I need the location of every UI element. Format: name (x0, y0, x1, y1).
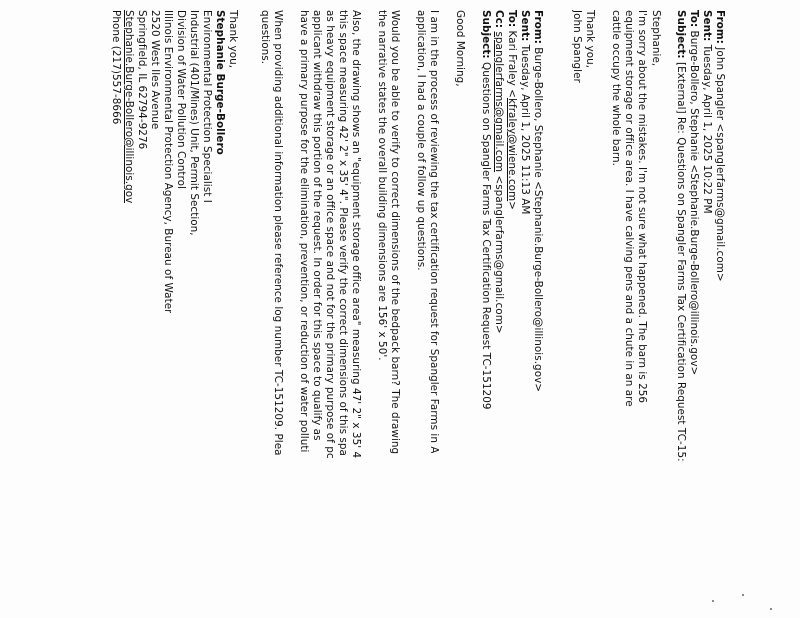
scan-speck (712, 600, 714, 602)
email2-signature-line: Industrial (401/Mines) Unit, Permit Section, (188, 10, 200, 236)
email2-greeting: Good Morning, (454, 10, 466, 87)
email1-from: From: John Spangler <spanglerfarms@gmail.com> (714, 10, 726, 282)
email1-body-line: cattle occupy the whole barn. (610, 10, 622, 166)
email2-signature-line: Illinois Environmental Protection Agency, Bureau of Water (162, 10, 174, 314)
email2-signature-phone: Phone (217)557-8666 (110, 10, 122, 125)
email2-para4-line: When providing additional information please reference log number TC-151209. Plea (272, 10, 284, 456)
email1-signature: John Spangler (571, 10, 583, 83)
email1-body-line: equipment storage or office area. I have calving pens and a chute in an are (623, 10, 635, 407)
email2-from: From: Burge-Bollero, Stephanie <Stephanie.Burge-Bollero@illinois.gov> (532, 10, 544, 393)
email2-signature-line: 2520 West Iles Avenue (149, 10, 161, 130)
email2-to: To: Kari Fraley <kfraley@wiene.com> (506, 10, 518, 210)
email1-closing: Thank you, (584, 10, 596, 69)
email1-greeting: Stephanie, (650, 10, 662, 67)
email2-para3-line: as heavy equipment storage or an office space and not for the primary purpose of pc (324, 10, 336, 459)
email2-sent: Sent: Tuesday, April 1, 2025 11:13 AM (519, 10, 531, 215)
email2-para2-line: the narrative states the overall building dimensions are 156' x 50'. (376, 10, 388, 361)
email1-to: To: Burge-Bollero, Stephanie <Stephanie.Burge-Bollero@illinois.gov> (688, 10, 700, 376)
email2-signature-name: Stephanie Burge-Bollero (214, 10, 226, 155)
scan-speck (742, 594, 744, 596)
email2-para3-line: have a primary purpose for the elimination, prevention, or reduction of water polluti (298, 10, 310, 453)
email2-para1-line: I am in the process of reviewing the tax certification request for Spangler Farms in A (428, 10, 440, 454)
email2-para4-line: questions. (259, 10, 271, 65)
email2-signature-line: Division of Water Pollution Control (175, 10, 187, 189)
email2-signature-line: Environmental Protection Specialist I (201, 10, 213, 203)
scan-speck (770, 608, 772, 610)
email2-cc: Cc: spanglerfarms@gmail.com <spanglerfarms@gmail.com> (493, 10, 505, 334)
email2-para1-line: application, I had a couple of follow up questions. (415, 10, 427, 271)
email2-closing: Thank you, (227, 10, 239, 69)
email1-body-line: I'm sorry about the mistakes. I'm not sure what happened. The barn is 256 (636, 10, 648, 404)
email2-para3-line: Also, the drawing shows an "equipment storage office area" measuring 47' 2" x 35' 4 (350, 10, 362, 459)
email1-subject: Subject: [External] Re: Questions on Spangler Farms Tax Certification Request TC-15: (675, 10, 687, 462)
email1-sent: Sent: Tuesday, April 1, 2025 10:22 PM (701, 10, 713, 214)
email2-para3-line: applicant withdraw this portion of the request. In order for this space to qualify as (311, 10, 323, 441)
email2-signature-line: Springfield, IL 62794-9276 (136, 10, 148, 150)
signature-email-link[interactable]: Stephanie.Burge-Bollero@illinois.gov (123, 10, 135, 204)
email2-para2-line: Would you be able to verify to correct dimensions of the bedpack barn? The drawing (389, 10, 401, 455)
email2-subject: Subject: Questions on Spangler Farms Tax Certification Request TC-151209 (480, 10, 492, 410)
email-link[interactable]: spanglerfarms@gmail.com (493, 31, 505, 173)
email2-para3-line: this space measuring 42' 2" x 35' 4". Please verify the correct dimensions of this spa (337, 10, 349, 456)
email-link[interactable]: kfraley@wiene.com (506, 97, 518, 202)
